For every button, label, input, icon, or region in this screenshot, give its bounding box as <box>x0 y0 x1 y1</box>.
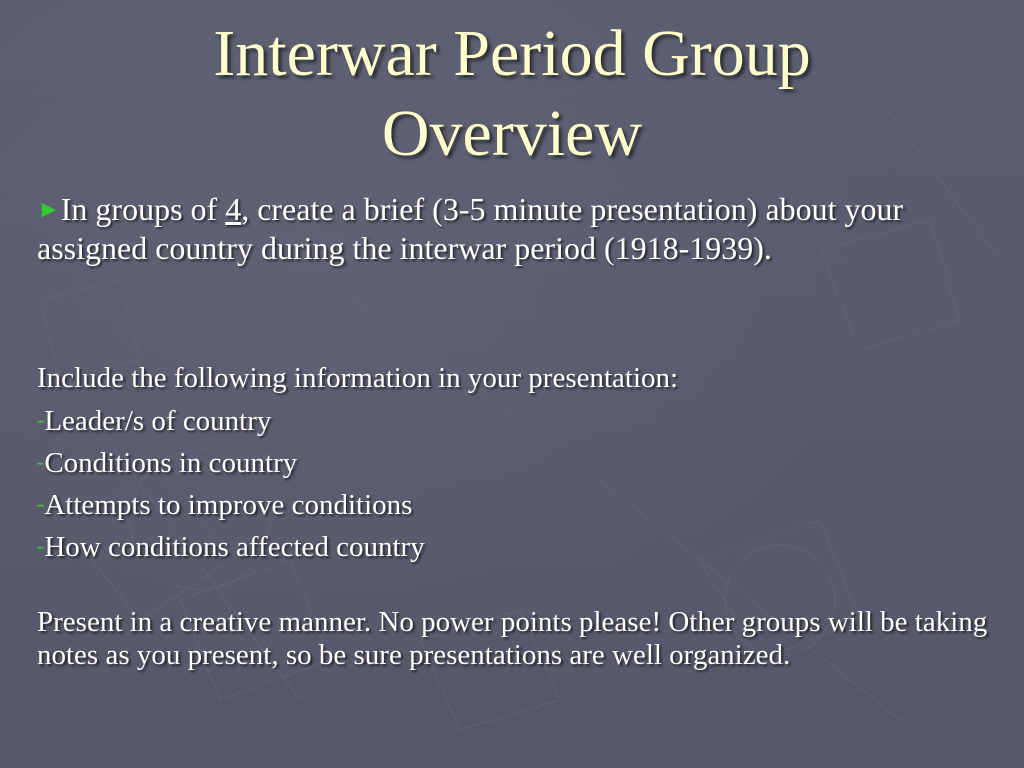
list-item-text: How conditions affected country <box>44 531 425 563</box>
bullet-text-before: In groups of <box>60 191 226 227</box>
main-bullet <box>37 192 987 266</box>
dash-marker: - <box>37 449 45 474</box>
group-size-value: 4 <box>225 191 242 227</box>
list-item <box>37 527 987 569</box>
dash-marker: - <box>37 491 45 516</box>
closing-paragraph: Present in a creative manner. No power points please! Other groups will be taking notes as you present, so be sure presentations are well organized. <box>37 606 988 671</box>
bullet-text-after: , create a brief (3-5 minute presentation) about your assigned country during the interwar period (1918-1939). <box>37 191 904 266</box>
slide-title-line2: Overview <box>381 97 643 170</box>
list-item <box>37 443 987 485</box>
list-item-text: Attempts to improve conditions <box>44 489 413 521</box>
slide-title <box>0 14 1024 174</box>
bullet-arrow-icon: ► <box>37 197 61 223</box>
slide-title-line1: Interwar Period Group <box>213 17 811 90</box>
list-item <box>37 401 987 443</box>
list-item-text: Leader/s of country <box>44 405 272 437</box>
dash-marker: - <box>37 407 45 432</box>
list-item-text: Conditions in country <box>44 447 298 479</box>
dash-marker: - <box>37 533 45 558</box>
requirements-list <box>37 401 987 569</box>
list-item <box>37 485 987 527</box>
include-intro: Include the following information in your presentation: <box>37 362 679 394</box>
